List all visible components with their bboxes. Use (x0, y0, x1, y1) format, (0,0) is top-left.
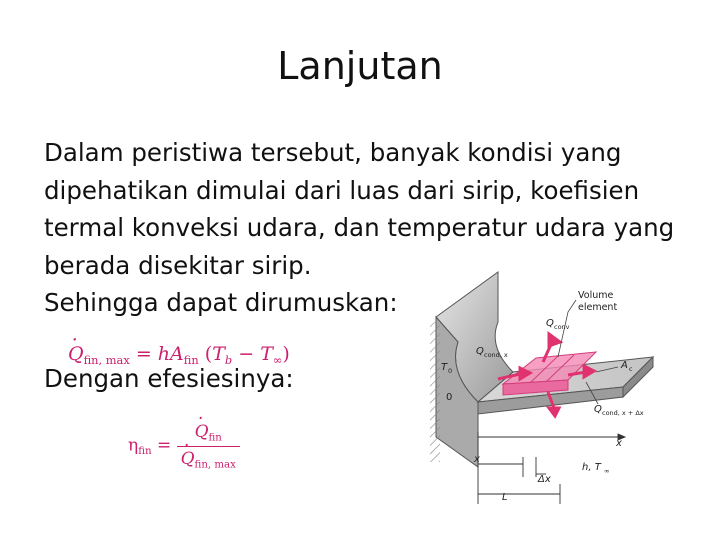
eq2-num-q: Q · (195, 422, 209, 442)
label-zero: 0 (446, 392, 453, 403)
eq1-equals: = (135, 343, 152, 365)
arrow-qconv-down-head (549, 408, 559, 416)
equation-fin-efficiency (128, 422, 240, 470)
eq2-equals: = (156, 435, 172, 456)
eq2-fraction (177, 422, 240, 470)
label-qcond-sub: cond, x (484, 351, 508, 359)
eq2-eta-subscript: fin (138, 446, 152, 458)
arrow-qconv-head (549, 334, 560, 346)
label-x: x (474, 454, 480, 465)
paragraph-description: Dalam peristiwa tersebut, banyak kondisi yang dipehatikan dimulai dari luas dari sirip, koefisien termal konveksi udara, dan temperatur udara yang berada disekitar sirip. (44, 138, 675, 280)
paragraph-efficiency-intro: Dengan efesiesinya: (44, 363, 294, 393)
label-dx: Δx (538, 474, 551, 485)
label-qconv: Q (546, 318, 554, 329)
eq1-h: h (157, 343, 171, 365)
label-ac: A (621, 360, 628, 371)
label-qcond-dx: Q (594, 404, 602, 415)
label-qconv-sub: conv (554, 323, 570, 331)
eq2-num-sub: fin (208, 432, 222, 444)
eq1-q-subscript: fin, max (83, 352, 130, 367)
eq2-denominator (177, 447, 240, 471)
eq1-tb-subscript: b (224, 352, 233, 367)
label-h: h, T (582, 462, 601, 473)
eq1-tinf: T (260, 343, 273, 365)
eq1-minus: − (238, 343, 255, 365)
eq1-tb: T (212, 343, 225, 365)
eq2-den-q: Q · (181, 449, 195, 469)
wall-hatch (430, 322, 440, 462)
eq1-open-paren: ( (204, 343, 213, 365)
eq1-close-paren: ) (282, 343, 290, 365)
eq1-tinf-subscript: ∞ (272, 352, 283, 367)
label-qcond: Q (476, 346, 484, 357)
eq1-a-subscript: fin (183, 352, 199, 367)
eq1-q-symbol: Q · (68, 343, 84, 365)
label-element: element (578, 302, 618, 313)
equation-max-heat-transfer (68, 343, 290, 367)
eq2-eta: η (128, 435, 139, 456)
eq2-den-sub: fin, max (194, 459, 236, 471)
label-x-axis: x (616, 438, 622, 449)
fin-volume-element-figure (418, 262, 700, 518)
label-h-sub: ∞ (604, 467, 610, 475)
label-t0-sub: 0 (448, 367, 453, 375)
label-volume: Volume (578, 290, 614, 301)
paragraph-formula-intro: Sehingga dapat dirumuskan: (44, 288, 398, 317)
label-L: L (502, 492, 508, 503)
label-qcond-dx-sub: cond, x + Δx (602, 409, 644, 417)
label-t0: T (441, 362, 448, 373)
eq1-a: A (170, 343, 184, 365)
label-ac-sub: c (629, 365, 633, 373)
slide-title: Lanjutan (277, 44, 443, 88)
